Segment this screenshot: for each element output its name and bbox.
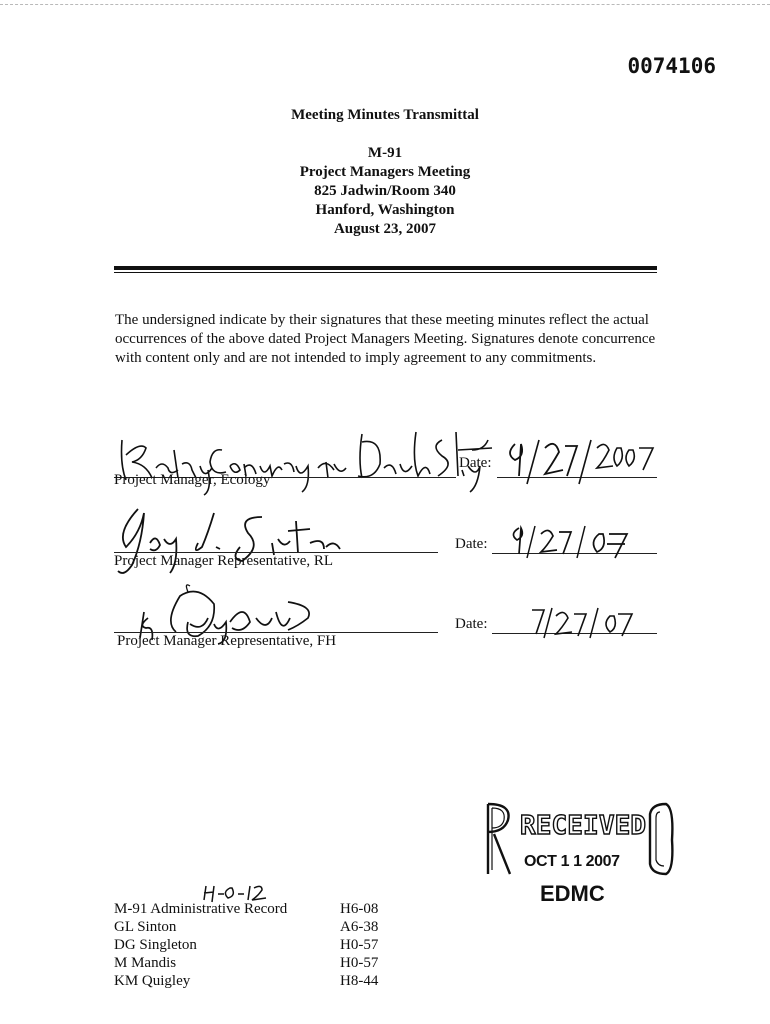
stamp-text: RECEIVED — [520, 811, 646, 841]
distribution-row — [114, 918, 378, 936]
handwritten-date-rl — [505, 524, 635, 560]
signature-fh — [118, 582, 328, 672]
distribution-row — [114, 972, 378, 990]
meeting-header — [0, 144, 770, 239]
date-label: Date: — [459, 455, 492, 471]
distribution-row — [114, 900, 378, 918]
meeting-date: August 23, 2007 — [333, 221, 437, 237]
intro-paragraph: The undersigned indicate by their signatures that these meeting minutes reflect the actual occurrences of the above dated Project Managers Meeting. Signatures denote concurrence with content only and are not intended to imply agreement to any commitments. — [115, 312, 656, 366]
scan-edge-artifact — [0, 4, 770, 7]
handwritten-date-ecology — [505, 436, 655, 486]
date-label: Date: — [455, 616, 488, 632]
recipient-name: M-91 Administrative Record — [114, 901, 288, 917]
mail-stop: H0-57 — [340, 955, 379, 971]
signer-role: Project Manager Representative, RL — [114, 553, 334, 569]
meeting-name: Project Managers Meeting — [299, 164, 471, 180]
stamp-org: EDMC — [540, 881, 605, 906]
document-title: Meeting Minutes Transmittal — [291, 107, 479, 123]
mail-stop: H8-44 — [340, 973, 379, 989]
mail-stop: A6-38 — [340, 919, 379, 935]
handwritten-date-fh — [524, 606, 634, 640]
recipient-name: DG Singleton — [114, 937, 197, 953]
recipient-name: GL Sinton — [114, 919, 177, 935]
recipient-name: KM Quigley — [114, 973, 191, 989]
mail-stop: H0-57 — [340, 937, 379, 953]
meeting-location: 825 Jadwin/Room 340 — [314, 183, 456, 199]
header-divider-thick — [114, 266, 657, 270]
distribution-list — [114, 900, 378, 990]
stamp-date: OCT 1 1 2007 — [524, 853, 620, 870]
mail-stop: H6-08 — [340, 901, 379, 917]
signer-role: Project Manager Representative, FH — [117, 633, 337, 649]
received-stamp — [484, 800, 674, 878]
distribution-row — [114, 954, 378, 972]
date-label: Date: — [455, 536, 488, 552]
header-divider-thin — [114, 272, 657, 273]
meeting-city: Hanford, Washington — [315, 202, 455, 218]
recipient-name: M Mandis — [114, 955, 177, 971]
signature-rl — [112, 503, 352, 583]
distribution-row — [114, 936, 378, 954]
document-number: 0074106 — [627, 54, 716, 78]
signer-role: Project Manager, Ecology — [114, 472, 271, 488]
meeting-number: M-91 — [367, 145, 403, 161]
